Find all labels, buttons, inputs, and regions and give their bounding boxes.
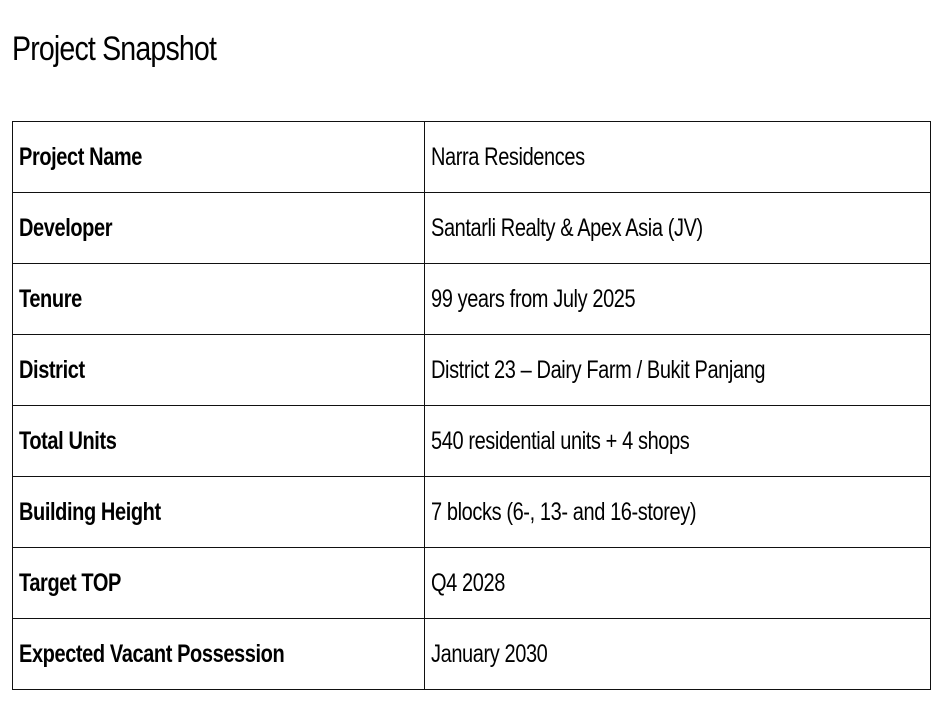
row-label: Expected Vacant Possession: [13, 619, 425, 690]
row-value: Santarli Realty & Apex Asia (JV): [425, 193, 931, 264]
table-row-project-name: [13, 122, 931, 193]
row-label: Project Name: [13, 122, 425, 193]
table-row-building-height: [13, 477, 931, 548]
table-row-district: [13, 335, 931, 406]
row-value: January 2030: [425, 619, 931, 690]
row-label: Target TOP: [13, 548, 425, 619]
table-row-expected-vacant-possession: [13, 619, 931, 690]
table-row-target-top: [13, 548, 931, 619]
row-value: Narra Residences: [425, 122, 931, 193]
row-label: District: [13, 335, 425, 406]
row-label: Building Height: [13, 477, 425, 548]
table-row-total-units: [13, 406, 931, 477]
row-label: Total Units: [13, 406, 425, 477]
row-label: Tenure: [13, 264, 425, 335]
row-value: District 23 – Dairy Farm / Bukit Panjang: [425, 335, 931, 406]
row-label: Developer: [13, 193, 425, 264]
table-row-developer: [13, 193, 931, 264]
project-snapshot-table: [12, 121, 931, 690]
table-row-tenure: [13, 264, 931, 335]
page-title: Project Snapshot: [12, 30, 217, 68]
row-value: Q4 2028: [425, 548, 931, 619]
row-value: 7 blocks (6-, 13- and 16-storey): [425, 477, 931, 548]
row-value: 99 years from July 2025: [425, 264, 931, 335]
row-value: 540 residential units + 4 shops: [425, 406, 931, 477]
